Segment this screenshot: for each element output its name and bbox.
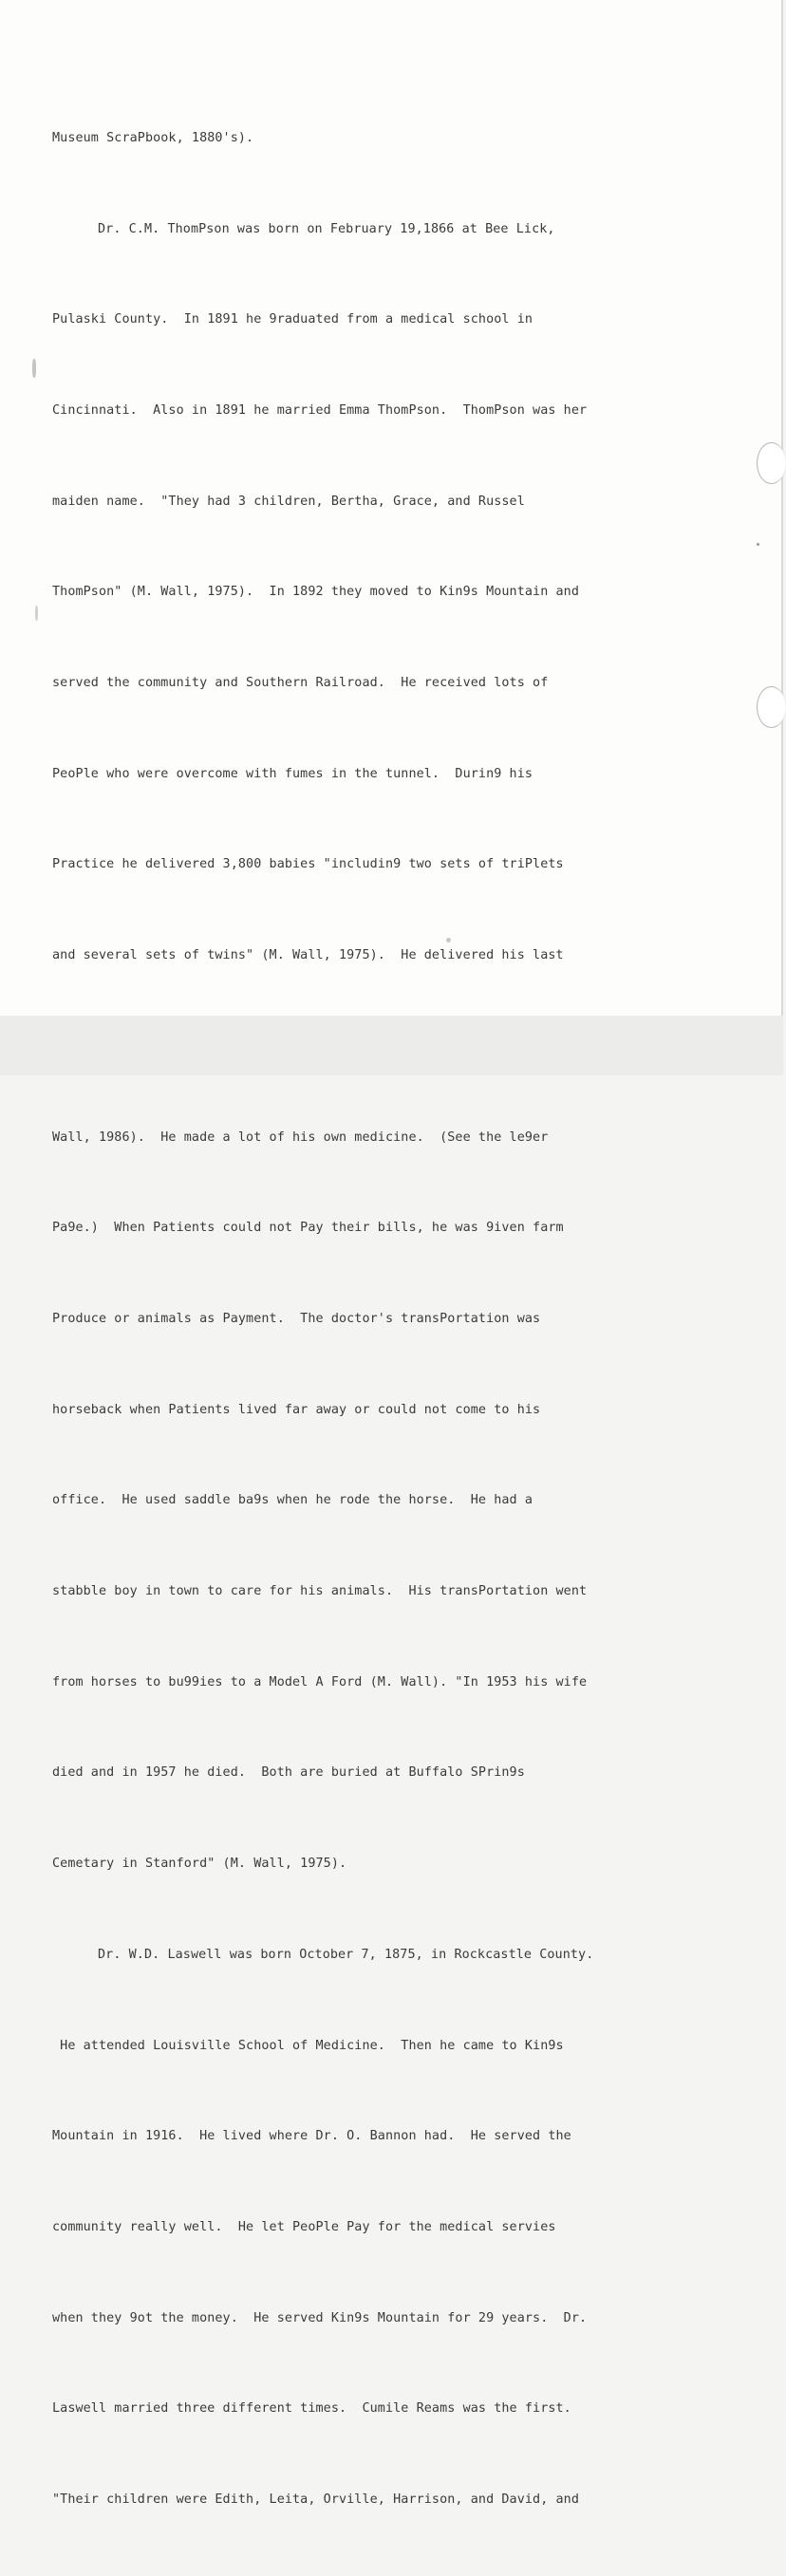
text-line: Produce or animals as Payment. The doctor's transPortation was <box>52 1311 541 1326</box>
text-line: Museum ScraPbook, 1880's). <box>52 130 254 145</box>
text-line: ThomPson" (M. Wall, 1975). In 1892 they moved to Kin9s Mountain and <box>52 585 580 600</box>
text-line: PeoPle who were overcome with fumes in the tunnel. Durin9 his <box>52 766 533 781</box>
paragraph-first-line: Dr. W.D. Laswell was born October 7, 1875, in Rockcastle County. <box>98 1947 594 1962</box>
scan-mark <box>32 359 36 378</box>
text-line: from horses to bu99ies to a Model A Ford (M. Wall). "In 1953 his wife <box>52 1674 588 1689</box>
text-line: served the community and Southern Railroad. He received lots of <box>52 676 549 691</box>
text-line: died and in 1957 he died. Both are buried at Buffalo SPrin9s <box>52 1765 525 1781</box>
text-line: Wall, 1986). He made a lot of his own medicine. (See the le9er <box>52 1129 549 1145</box>
text-line: office. He used saddle ba9s when he rode the horse. He had a <box>52 1493 533 1508</box>
text-line: Pa9e.) When Patients could not Pay their bills, he was 9iven farm <box>52 1221 564 1236</box>
binder-hole <box>757 442 786 484</box>
text-line: stabble boy in town to care for his animals. His transPortation went <box>52 1584 588 1599</box>
document-body <box>52 63 736 2576</box>
text-line: maiden name. "They had 3 children, Bertha, Grace, and Russel <box>52 494 525 509</box>
text-line: and several sets of twins" (M. Wall, 1975). He delivered his last <box>52 948 564 963</box>
binder-hole <box>757 686 786 728</box>
text-line: He attended Louisville School of Medicine. Then he came to Kin9s <box>52 2038 564 2053</box>
text-line: Laswell married three different times. Cumile Reams was the first. <box>52 2401 571 2417</box>
scan-bottom-margin <box>0 1016 783 1075</box>
text-line: Practice he delivered 3,800 babies "includin9 two sets of triPlets <box>52 857 564 872</box>
text-line: Cincinnati. Also in 1891 he married Emma ThomPson. ThomPson was her <box>52 402 588 418</box>
text-line: Pulaski County. In 1891 he 9raduated from a medical school in <box>52 312 533 327</box>
scan-mark <box>35 606 38 621</box>
scan-speck <box>446 938 451 943</box>
text-line: "Their children were Edith, Leita, Orville, Harrison, and David, and <box>52 2492 580 2508</box>
scan-speck <box>757 543 759 546</box>
text-line: horseback when Patients lived far away or could not come to his <box>52 1402 541 1417</box>
text-line: when they 9ot the money. He served Kin9s Mountain for 29 years. Dr. <box>52 2310 588 2325</box>
text-line: community really well. He let PeoPle Pay for the medical servies <box>52 2219 556 2234</box>
paragraph-first-line: Dr. C.M. ThomPson was born on February 19,1866 at Bee Lick, <box>98 221 555 236</box>
text-line: Cemetary in Stanford" (M. Wall, 1975). <box>52 1857 347 1872</box>
text-line: Mountain in 1916. He lived where Dr. O. Bannon had. He served the <box>52 2129 571 2144</box>
